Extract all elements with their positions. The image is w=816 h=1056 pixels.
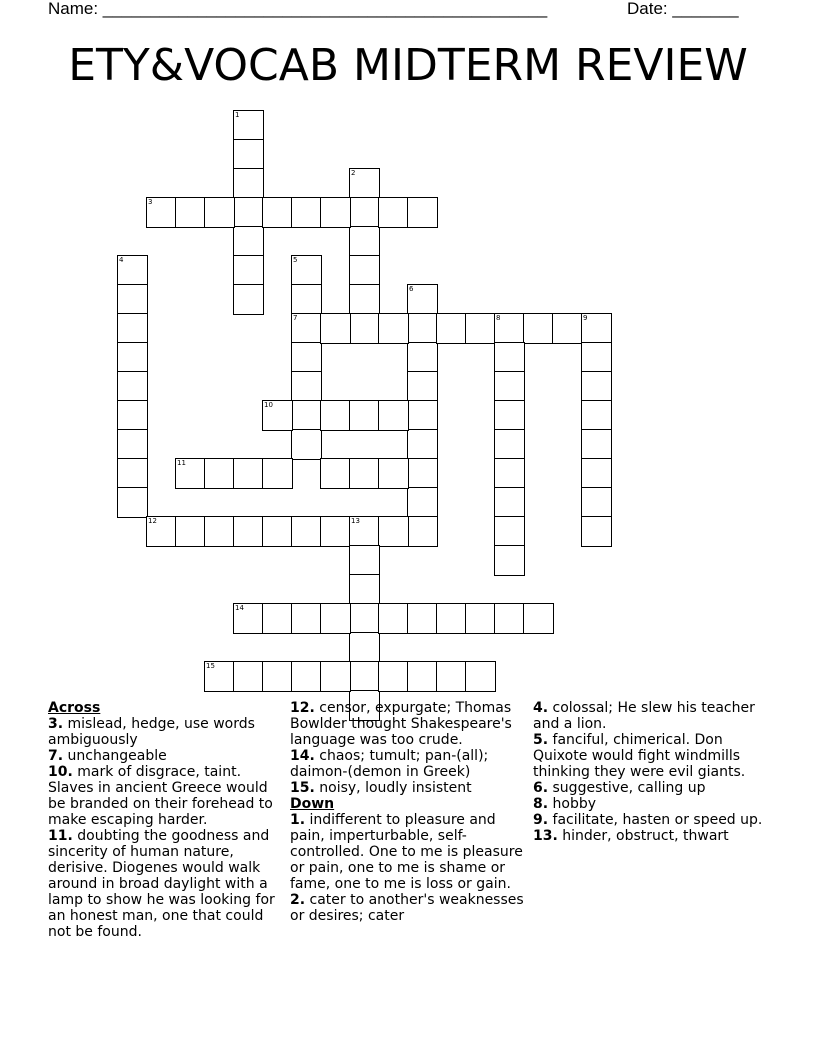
across-heading: Across [48, 700, 101, 716]
clue-across-10: 10. mark of disgrace, taint. Slaves in ancient Greece would be branded on their forehead to make escaping harder. [48, 764, 273, 828]
grid-cell[interactable] [262, 516, 293, 547]
grid-cell[interactable] [436, 661, 467, 692]
grid-cell[interactable] [494, 313, 525, 344]
grid-cell[interactable] [117, 284, 148, 315]
grid-cell[interactable] [494, 400, 525, 431]
clue-down-8: 8. hobby [533, 796, 597, 812]
grid-cell[interactable] [494, 371, 525, 402]
grid-cell[interactable] [407, 342, 438, 373]
clue-number: 2 [351, 169, 356, 177]
grid-cell[interactable] [494, 342, 525, 373]
grid-cell[interactable] [349, 255, 380, 286]
grid-cell[interactable] [291, 313, 322, 344]
grid-cell[interactable] [349, 574, 380, 605]
clue-down-6: 6. suggestive, calling up [533, 780, 706, 796]
clue-number: 6 [409, 285, 414, 293]
grid-cell[interactable] [233, 139, 264, 170]
clue-down-1: 1. indifferent to pleasure and pain, imperturbable, self-controlled. One to me is pleasure or pain, one to me is shame or fame, one to me is loss or gain. [290, 812, 523, 892]
grid-cell[interactable] [465, 661, 496, 692]
grid-cell[interactable] [291, 516, 322, 547]
clues-column-3 [533, 700, 773, 844]
grid-cell[interactable] [465, 603, 496, 634]
grid-cell[interactable] [291, 255, 322, 286]
grid-cell[interactable] [320, 458, 351, 489]
grid-cell[interactable] [407, 661, 438, 692]
grid-cell[interactable] [378, 661, 409, 692]
grid-cell[interactable] [378, 400, 409, 431]
grid-cell[interactable] [349, 603, 380, 634]
grid-cell[interactable] [349, 313, 380, 344]
grid-cell[interactable] [407, 400, 438, 431]
date-field[interactable]: Date: _______ [627, 0, 739, 18]
grid-cell[interactable] [262, 458, 293, 489]
grid-cell[interactable] [233, 226, 264, 257]
clue-number: 12 [148, 517, 157, 525]
grid-cell[interactable] [407, 458, 438, 489]
grid-cell[interactable] [117, 487, 148, 518]
clue-number: 13 [351, 517, 360, 525]
grid-cell[interactable] [581, 342, 612, 373]
grid-cell[interactable] [581, 313, 612, 344]
grid-cell[interactable] [233, 661, 264, 692]
grid-cell[interactable] [436, 313, 467, 344]
grid-cell[interactable] [291, 429, 322, 460]
grid-cell[interactable] [320, 603, 351, 634]
grid-cell[interactable] [233, 458, 264, 489]
grid-cell[interactable] [494, 545, 525, 576]
grid-cell[interactable] [146, 516, 177, 547]
grid-cell[interactable] [523, 603, 554, 634]
down-heading: Down [290, 796, 335, 812]
clues-column-2 [290, 700, 526, 924]
grid-cell[interactable] [349, 284, 380, 315]
grid-cell[interactable] [552, 313, 583, 344]
grid-cell[interactable] [117, 255, 148, 286]
grid-cell[interactable] [349, 661, 380, 692]
grid-cell[interactable] [494, 487, 525, 518]
grid-cell[interactable] [349, 632, 380, 663]
clue-across-7: 7. unchangeable [48, 748, 167, 764]
grid-cell[interactable] [204, 661, 235, 692]
grid-cell[interactable] [175, 516, 206, 547]
clue-down-2: 2. cater to another's weaknesses or desires; cater [290, 892, 524, 924]
grid-cell[interactable] [262, 661, 293, 692]
clue-number: 11 [177, 459, 186, 467]
clue-number: 4 [119, 256, 124, 264]
grid-cell[interactable] [349, 400, 380, 431]
grid-cell[interactable] [291, 661, 322, 692]
clue-down-5: 5. fanciful, chimerical. Don Quixote would fight windmills thinking they were evil giants. [533, 732, 746, 780]
clue-number: 7 [293, 314, 298, 322]
clue-number: 9 [583, 314, 588, 322]
grid-cell[interactable] [291, 371, 322, 402]
grid-cell[interactable] [204, 458, 235, 489]
grid-cell[interactable] [436, 603, 467, 634]
grid-cell[interactable] [378, 603, 409, 634]
grid-cell[interactable] [407, 197, 438, 228]
grid-cell[interactable] [233, 284, 264, 315]
grid-cell[interactable] [291, 400, 322, 431]
name-field[interactable]: Name: _______________________________________________ [48, 0, 548, 18]
grid-cell[interactable] [407, 371, 438, 402]
clue-down-13: 13. hinder, obstruct, thwart [533, 828, 729, 844]
grid-cell[interactable] [494, 516, 525, 547]
clue-number: 3 [148, 198, 153, 206]
grid-cell[interactable] [378, 313, 409, 344]
grid-cell[interactable] [465, 313, 496, 344]
grid-cell[interactable] [349, 516, 380, 547]
grid-cell[interactable] [407, 603, 438, 634]
grid-cell[interactable] [175, 458, 206, 489]
grid-cell[interactable] [117, 342, 148, 373]
grid-cell[interactable] [523, 313, 554, 344]
grid-cell[interactable] [378, 516, 409, 547]
grid-cell[interactable] [291, 197, 322, 228]
grid-cell[interactable] [117, 400, 148, 431]
clue-number: 8 [496, 314, 501, 322]
grid-cell[interactable] [378, 458, 409, 489]
grid-cell[interactable] [320, 661, 351, 692]
clue-across-12: 12. censor, expurgate; Thomas Bowlder thought Shakespeare's language was too crude. [290, 700, 512, 748]
grid-cell[interactable] [407, 487, 438, 518]
clue-number: 15 [206, 662, 215, 670]
clue-across-15: 15. noisy, loudly insistent [290, 780, 472, 796]
page-title: ETY&VOCAB MIDTERM REVIEW [68, 40, 748, 91]
grid-cell[interactable] [291, 603, 322, 634]
grid-cell[interactable] [494, 603, 525, 634]
grid-cell[interactable] [349, 197, 380, 228]
grid-cell[interactable] [407, 284, 438, 315]
grid-cell[interactable] [175, 197, 206, 228]
clue-across-3: 3. mislead, hedge, use words ambiguously [48, 716, 255, 748]
grid-cell[interactable] [117, 371, 148, 402]
grid-cell[interactable] [262, 603, 293, 634]
grid-cell[interactable] [233, 168, 264, 199]
grid-cell[interactable] [233, 516, 264, 547]
grid-cell[interactable] [320, 197, 351, 228]
grid-cell[interactable] [581, 371, 612, 402]
grid-cell[interactable] [494, 429, 525, 460]
grid-cell[interactable] [407, 516, 438, 547]
grid-cell[interactable] [291, 284, 322, 315]
grid-cell[interactable] [378, 197, 409, 228]
clue-number: 5 [293, 256, 298, 264]
clue-down-9: 9. facilitate, hasten or speed up. [533, 812, 763, 828]
grid-cell[interactable] [233, 255, 264, 286]
grid-cell[interactable] [349, 168, 380, 199]
grid-cell[interactable] [349, 458, 380, 489]
grid-cell[interactable] [291, 342, 322, 373]
grid-cell[interactable] [320, 313, 351, 344]
clues-column-1 [48, 700, 284, 940]
grid-cell[interactable] [262, 197, 293, 228]
grid-cell[interactable] [581, 429, 612, 460]
clue-across-11: 11. doubting the goodness and sincerity of human nature, derisive. Diogenes would walk around in broad daylight with a lamp to show he was looking for an honest man, one that could not be found. [48, 828, 275, 940]
grid-cell[interactable] [204, 197, 235, 228]
grid-cell[interactable] [581, 516, 612, 547]
clue-number: 14 [235, 604, 244, 612]
grid-cell[interactable] [349, 545, 380, 576]
grid-cell[interactable] [204, 516, 235, 547]
grid-cell[interactable] [233, 603, 264, 634]
grid-cell[interactable] [233, 197, 264, 228]
clue-number: 1 [235, 111, 240, 119]
grid-cell[interactable] [233, 110, 264, 141]
grid-cell[interactable] [146, 197, 177, 228]
grid-cell[interactable] [117, 313, 148, 344]
grid-cell[interactable] [117, 429, 148, 460]
grid-cell[interactable] [320, 400, 351, 431]
grid-cell[interactable] [349, 226, 380, 257]
clue-across-14: 14. chaos; tumult; pan-(all); daimon-(demon in Greek) [290, 748, 489, 780]
grid-cell[interactable] [581, 487, 612, 518]
clue-number: 10 [264, 401, 273, 409]
grid-cell[interactable] [262, 400, 293, 431]
grid-cell[interactable] [581, 458, 612, 489]
grid-cell[interactable] [407, 313, 438, 344]
grid-cell[interactable] [407, 429, 438, 460]
grid-cell[interactable] [117, 458, 148, 489]
grid-cell[interactable] [581, 400, 612, 431]
grid-cell[interactable] [320, 516, 351, 547]
clue-down-4: 4. colossal; He slew his teacher and a lion. [533, 700, 755, 732]
grid-cell[interactable] [494, 458, 525, 489]
